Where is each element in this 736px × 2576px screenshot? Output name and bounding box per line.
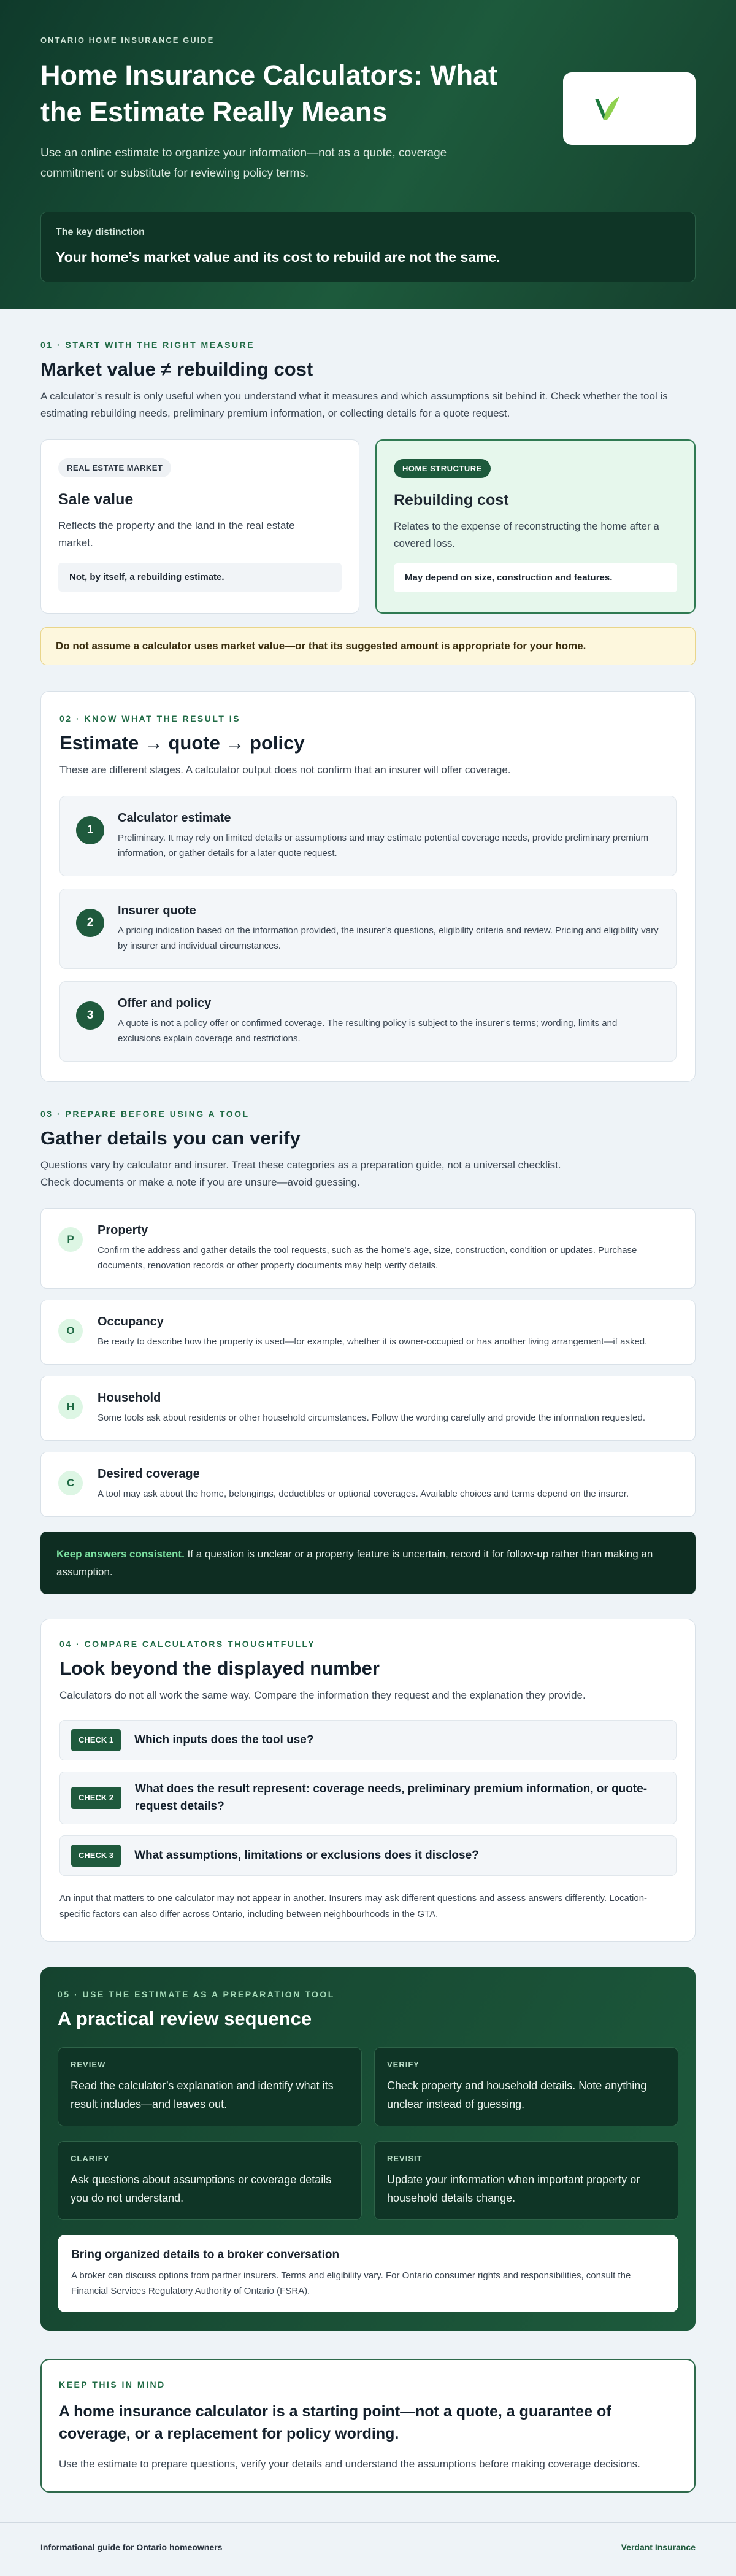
- section-eyebrow: 03 · PREPARE BEFORE USING A TOOL: [40, 1109, 250, 1119]
- review-step-card: [374, 2141, 678, 2220]
- section-title: Estimate → quote → policy: [59, 732, 305, 754]
- list-item: [40, 1452, 696, 1517]
- list-item: [40, 1376, 696, 1441]
- key-distinction-box: [40, 212, 696, 282]
- footer-brand[interactable]: Verdant Insurance: [621, 2542, 696, 2552]
- step-title: Calculator estimate: [118, 811, 231, 825]
- card-note: Not, by itself, a rebuilding estimate.: [58, 563, 342, 592]
- category-text: A tool may ask about the home, belongings, deductibles or optional coverages. Available choices and terms depend on the insurer.: [98, 1489, 629, 1499]
- page-title: Home Insurance Calculators: What the Estimate Really Means: [40, 60, 498, 128]
- section-text: Use the estimate to prepare questions, verify your details and understand the assumptions before making coverage decisions.: [59, 2458, 640, 2470]
- rebuilding-cost-card: [375, 439, 696, 614]
- checks-list: [59, 1720, 677, 1876]
- hero-banner: [0, 0, 736, 309]
- step-number: 2: [76, 909, 104, 937]
- section-lead: Questions vary by calculator and insurer. Treat these categories as a preparation guide, not a universal checklist. Check documents or make a note if you are unsure—avoid guessing.: [40, 1159, 561, 1188]
- footer-note: Informational guide for Ontario homeowners: [40, 2542, 223, 2552]
- list-item: [59, 1835, 677, 1876]
- category-letter: H: [58, 1395, 83, 1419]
- card-title: Rebuilding cost: [394, 492, 509, 509]
- card-title: Sale value: [58, 491, 134, 508]
- step-number: 3: [76, 1001, 104, 1030]
- section-market-value: [40, 309, 696, 665]
- section-title: Look beyond the displayed number: [59, 1657, 380, 1679]
- check-badge: CHECK 1: [71, 1729, 121, 1751]
- section-eyebrow: 02 · KNOW WHAT THE RESULT IS: [59, 714, 241, 723]
- category-letter: P: [58, 1227, 83, 1252]
- review-step-label: CLARIFY: [71, 2154, 110, 2163]
- broker-card: [58, 2235, 678, 2312]
- category-title: Household: [98, 1391, 161, 1405]
- page-footer: [0, 2522, 736, 2571]
- list-item: [59, 1720, 677, 1760]
- card-note: May depend on size, construction and features.: [394, 563, 677, 592]
- broker-text: A broker can discuss options from partner insurers. Terms and eligibility vary. For Ontario consumer rights and responsibilities, consult the Financial Services Regulatory Authority of Ontario (FSRA).: [71, 2270, 631, 2296]
- review-step-label: VERIFY: [387, 2060, 420, 2069]
- main-content: [0, 309, 736, 2493]
- key-distinction-text: Your home’s market value and its cost to rebuild are not the same.: [56, 249, 500, 265]
- step-text: A quote is not a policy offer or confirmed coverage. The resulting policy is subject to the insurer’s terms; wording, limits and exclusions explain coverage and restrictions.: [118, 1018, 618, 1044]
- card-pill: HOME STRUCTURE: [394, 459, 491, 478]
- section-footnote: An input that matters to one calculator may not appear in another. Insurers may ask different questions and assess answers differently. Location-specific factors can also differ across Ontario, including between neighbourhoods in the GTA.: [59, 1893, 648, 1919]
- category-title: Occupancy: [98, 1315, 164, 1328]
- section-review-sequence: [40, 1967, 696, 2331]
- sale-value-card: [40, 439, 359, 614]
- section-lead: These are different stages. A calculator output does not confirm that an insurer will offer coverage.: [59, 764, 511, 776]
- category-text: Some tools ask about residents or other household circumstances. Follow the wording carefully and provide the information requested.: [98, 1413, 645, 1423]
- review-step-text: Update your information when important property or household details change.: [387, 2173, 640, 2204]
- consistency-callout-text: If a question is unclear or a property feature is uncertain, record it for follow-up rather than making an assumption.: [56, 1548, 653, 1578]
- consistency-callout: [40, 1532, 696, 1594]
- leaf-v-logo-icon: [592, 95, 621, 122]
- section-estimate-quote-policy: [40, 691, 696, 1082]
- broker-title: Bring organized details to a broker conversation: [71, 2248, 340, 2261]
- key-distinction-label: The key distinction: [56, 227, 145, 237]
- steps-list: [59, 796, 677, 1062]
- comparison-cards: [40, 439, 696, 614]
- category-text: Confirm the address and gather details the tool requests, such as the home’s age, size, construction, condition or updates. Purchase documents, renovation records or other property documents may help verify details.: [98, 1245, 637, 1271]
- section-keep-in-mind: [40, 2359, 696, 2493]
- category-title: Desired coverage: [98, 1467, 200, 1481]
- section-lead: Calculators do not all work the same way. Compare the information they request and the explanation they provide.: [59, 1689, 586, 1701]
- review-step-text: Read the calculator’s explanation and identify what its result includes—and leaves out.: [71, 2080, 334, 2110]
- list-item: [40, 1208, 696, 1289]
- check-text: What does the result represent: coverage needs, preliminary premium information, or quote-request details?: [135, 1783, 648, 1813]
- section-eyebrow: 04 · COMPARE CALCULATORS THOUGHTFULLY: [59, 1639, 316, 1649]
- category-text: Be ready to describe how the property is used—for example, whether it is owner-occupied or has another living arrangement—if asked.: [98, 1336, 648, 1347]
- list-item: [59, 796, 677, 876]
- consistency-callout-bold: Keep answers consistent.: [56, 1548, 185, 1560]
- check-text: What assumptions, limitations or exclusions does it disclose?: [134, 1849, 479, 1862]
- list-item: [59, 1772, 677, 1824]
- review-step-card: [58, 2141, 362, 2220]
- list-item: [40, 1300, 696, 1365]
- category-title: Property: [98, 1224, 148, 1237]
- category-letter: C: [58, 1471, 83, 1495]
- section-title: A practical review sequence: [58, 2008, 312, 2029]
- step-text: A pricing indication based on the information provided, the insurer’s questions, eligibility criteria and review. Pricing and eligibility vary by insurer and individual circumstances.: [118, 925, 659, 951]
- categories-list: [40, 1208, 696, 1517]
- section-eyebrow: KEEP THIS IN MIND: [59, 2380, 166, 2389]
- review-step-text: Ask questions about assumptions or coverage details you do not understand.: [71, 2173, 332, 2204]
- hero-subtitle: Use an online estimate to organize your information—not as a quote, coverage commitment or substitute for reviewing policy terms.: [40, 147, 447, 180]
- section-compare-calculators: [40, 1619, 696, 1942]
- logo[interactable]: [563, 72, 696, 145]
- step-text: Preliminary. It may rely on limited details or assumptions and may estimate potential coverage needs, provide preliminary premium information, or gather details for a later quote request.: [118, 833, 649, 858]
- section-eyebrow: 05 · USE THE ESTIMATE AS A PREPARATION TOOL: [58, 1989, 335, 1999]
- review-step-text: Check property and household details. Note anything unclear instead of guessing.: [387, 2080, 647, 2110]
- section-eyebrow: 01 · START WITH THE RIGHT MEASURE: [40, 340, 255, 350]
- check-text: Which inputs does the tool use?: [134, 1733, 314, 1746]
- card-text: Relates to the expense of reconstructing the home after a covered loss.: [394, 520, 659, 549]
- review-step-card: [58, 2047, 362, 2126]
- step-title: Insurer quote: [118, 904, 196, 917]
- section-gather-details: [40, 1109, 696, 1594]
- review-grid: [58, 2047, 678, 2220]
- step-title: Offer and policy: [118, 997, 212, 1010]
- card-pill: REAL ESTATE MARKET: [58, 458, 171, 477]
- check-badge: CHECK 3: [71, 1845, 121, 1867]
- section-title: Gather details you can verify: [40, 1127, 301, 1149]
- card-text: Reflects the property and the land in the real estate market.: [58, 520, 295, 549]
- step-number: 1: [76, 816, 104, 844]
- warning-callout: Do not assume a calculator uses market value—or that its suggested amount is appropriate for your home.: [40, 627, 696, 665]
- check-badge: CHECK 2: [71, 1787, 121, 1809]
- section-lead: A calculator’s result is only useful when you understand what it measures and which assumptions sit behind it. Check whether the tool is estimating rebuilding needs, preliminary premium information, or collecting details for a quote request.: [40, 390, 668, 419]
- review-step-label: REVIEW: [71, 2060, 106, 2069]
- list-item: [59, 981, 677, 1062]
- review-step-card: [374, 2047, 678, 2126]
- list-item: [59, 889, 677, 969]
- review-step-label: REVISIT: [387, 2154, 423, 2163]
- category-letter: O: [58, 1319, 83, 1343]
- hero-eyebrow: ONTARIO HOME INSURANCE GUIDE: [40, 36, 215, 45]
- section-title: Market value ≠ rebuilding cost: [40, 358, 313, 380]
- section-title: A home insurance calculator is a starting point—not a quote, a guarantee of coverage, or a replacement for policy wording.: [59, 2403, 611, 2442]
